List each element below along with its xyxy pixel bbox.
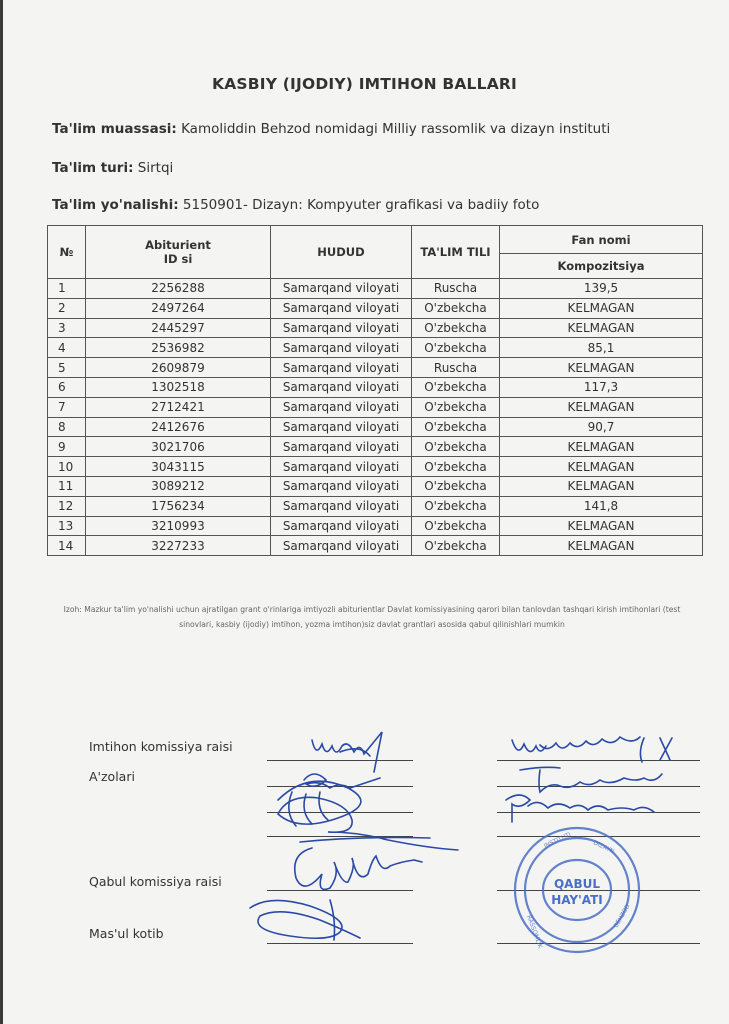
institution-value: Kamoliddin Behzod nomidagi Milliy rassomlik va dizayn instituti: [181, 121, 611, 137]
score-cell: KELMAGAN: [500, 457, 703, 477]
applicant-id-cell: 2412676: [86, 417, 271, 437]
applicant-id-cell: 2609879: [86, 358, 271, 378]
applicant-id-cell: 2536982: [86, 338, 271, 358]
language-cell: O'zbekcha: [412, 318, 500, 338]
header-subject: Kompozitsiya: [500, 254, 703, 279]
language-cell: Ruscha: [412, 279, 500, 299]
svg-text:BEHZOD: BEHZOD: [612, 903, 632, 929]
row-number-cell: 2: [48, 298, 86, 318]
row-number-cell: 6: [48, 377, 86, 397]
applicant-id-cell: 3089212: [86, 476, 271, 496]
direction-label: Ta'lim yo'nalishi:: [52, 197, 179, 213]
language-cell: O'zbekcha: [412, 536, 500, 556]
language-cell: O'zbekcha: [412, 457, 500, 477]
score-cell: KELMAGAN: [500, 476, 703, 496]
row-number-cell: 11: [48, 476, 86, 496]
header-no: №: [48, 226, 86, 279]
secretary-label: Mas'ul kotib: [89, 926, 164, 941]
row-number-cell: 1: [48, 279, 86, 299]
row-number-cell: 12: [48, 496, 86, 516]
applicant-id-cell: 1756234: [86, 496, 271, 516]
row-number-cell: 10: [48, 457, 86, 477]
stamp-line-1: QABUL: [553, 877, 601, 891]
header-subject-group: Fan nomi: [500, 226, 703, 254]
region-cell: Samarqand viloyati: [271, 457, 412, 477]
region-cell: Samarqand viloyati: [271, 476, 412, 496]
score-cell: KELMAGAN: [500, 298, 703, 318]
region-cell: Samarqand viloyati: [271, 358, 412, 378]
score-cell: KELMAGAN: [500, 437, 703, 457]
applicant-id-cell: 2445297: [86, 318, 271, 338]
row-number-cell: 14: [48, 536, 86, 556]
score-cell: KELMAGAN: [500, 358, 703, 378]
applicant-id-cell: 2256288: [86, 279, 271, 299]
svg-text:DIZAYN: DIZAYN: [592, 839, 616, 856]
row-number-cell: 8: [48, 417, 86, 437]
header-applicant-id-line2: ID si: [163, 252, 193, 266]
region-cell: Samarqand viloyati: [271, 417, 412, 437]
score-cell: 141,8: [500, 496, 703, 516]
score-cell: KELMAGAN: [500, 516, 703, 536]
language-cell: O'zbekcha: [412, 377, 500, 397]
stamp-line-2: HAY'ATI: [551, 893, 603, 907]
language-cell: O'zbekcha: [412, 338, 500, 358]
score-cell: 85,1: [500, 338, 703, 358]
official-stamp: [505, 818, 655, 958]
language-cell: O'zbekcha: [412, 476, 500, 496]
applicant-id-cell: 3227233: [86, 536, 271, 556]
document-title: KASBIY (IJODIY) IMTIHON BALLARI: [211, 75, 517, 93]
language-cell: Ruscha: [412, 358, 500, 378]
language-cell: O'zbekcha: [412, 516, 500, 536]
region-cell: Samarqand viloyati: [271, 496, 412, 516]
score-cell: 139,5: [500, 279, 703, 299]
region-cell: Samarqand viloyati: [271, 516, 412, 536]
row-number-cell: 13: [48, 516, 86, 536]
region-cell: Samarqand viloyati: [271, 536, 412, 556]
score-cell: KELMAGAN: [500, 318, 703, 338]
applicant-id-cell: 2497264: [86, 298, 271, 318]
language-cell: O'zbekcha: [412, 496, 500, 516]
score-cell: 90,7: [500, 417, 703, 437]
language-cell: O'zbekcha: [412, 397, 500, 417]
score-cell: KELMAGAN: [500, 397, 703, 417]
applicant-id-cell: 3043115: [86, 457, 271, 477]
applicant-id-cell: 2712421: [86, 397, 271, 417]
education-type-value: Sirtqi: [137, 160, 174, 176]
region-cell: Samarqand viloyati: [271, 298, 412, 318]
language-cell: O'zbekcha: [412, 417, 500, 437]
language-cell: O'zbekcha: [412, 437, 500, 457]
region-cell: Samarqand viloyati: [271, 318, 412, 338]
direction-value: 5150901- Dizayn: Kompyuter grafikasi va badiiy foto: [182, 197, 540, 213]
row-number-cell: 5: [48, 358, 86, 378]
row-number-cell: 3: [48, 318, 86, 338]
region-cell: Samarqand viloyati: [271, 279, 412, 299]
region-cell: Samarqand viloyati: [271, 437, 412, 457]
row-number-cell: 9: [48, 437, 86, 457]
language-cell: O'zbekcha: [412, 298, 500, 318]
row-number-cell: 7: [48, 397, 86, 417]
region-cell: Samarqand viloyati: [271, 397, 412, 417]
row-number-cell: 4: [48, 338, 86, 358]
header-language: TA'LIM TILI: [412, 226, 500, 279]
header-applicant-id-line1: Abiturient: [145, 238, 211, 252]
svg-text:RASSOMLIK: RASSOMLIK: [525, 914, 544, 950]
region-cell: Samarqand viloyati: [271, 338, 412, 358]
applicant-id-cell: 3210993: [86, 516, 271, 536]
applicant-id-cell: 1302518: [86, 377, 271, 397]
members-label: A'zolari: [89, 769, 135, 784]
region-cell: Samarqand viloyati: [271, 377, 412, 397]
applicant-id-cell: 3021706: [86, 437, 271, 457]
score-cell: 117,3: [500, 377, 703, 397]
admission-chair-label: Qabul komissiya raisi: [89, 874, 222, 889]
institution-label: Ta'lim muassasi:: [52, 121, 177, 137]
exam-chair-label: Imtihon komissiya raisi: [89, 739, 233, 754]
footnote: Izoh: Mazkur ta'lim yo'nalishi uchun ajratilgan grant o'rinlariga imtiyozli abiturientlar Davlat komissiyasining qarori bilan tanlovdan tashqari kirish imtihonlari (test sinovlari, kasbiy (ijodiy) imtihon, yozma imtihon)siz davlat grantlari asosida qabul qilinishlari mumkin: [63, 605, 681, 629]
header-region: HUDUD: [271, 226, 412, 279]
education-type-label: Ta'lim turi:: [52, 160, 134, 176]
score-cell: KELMAGAN: [500, 536, 703, 556]
svg-text:INSTITUTI: INSTITUTI: [542, 831, 573, 850]
